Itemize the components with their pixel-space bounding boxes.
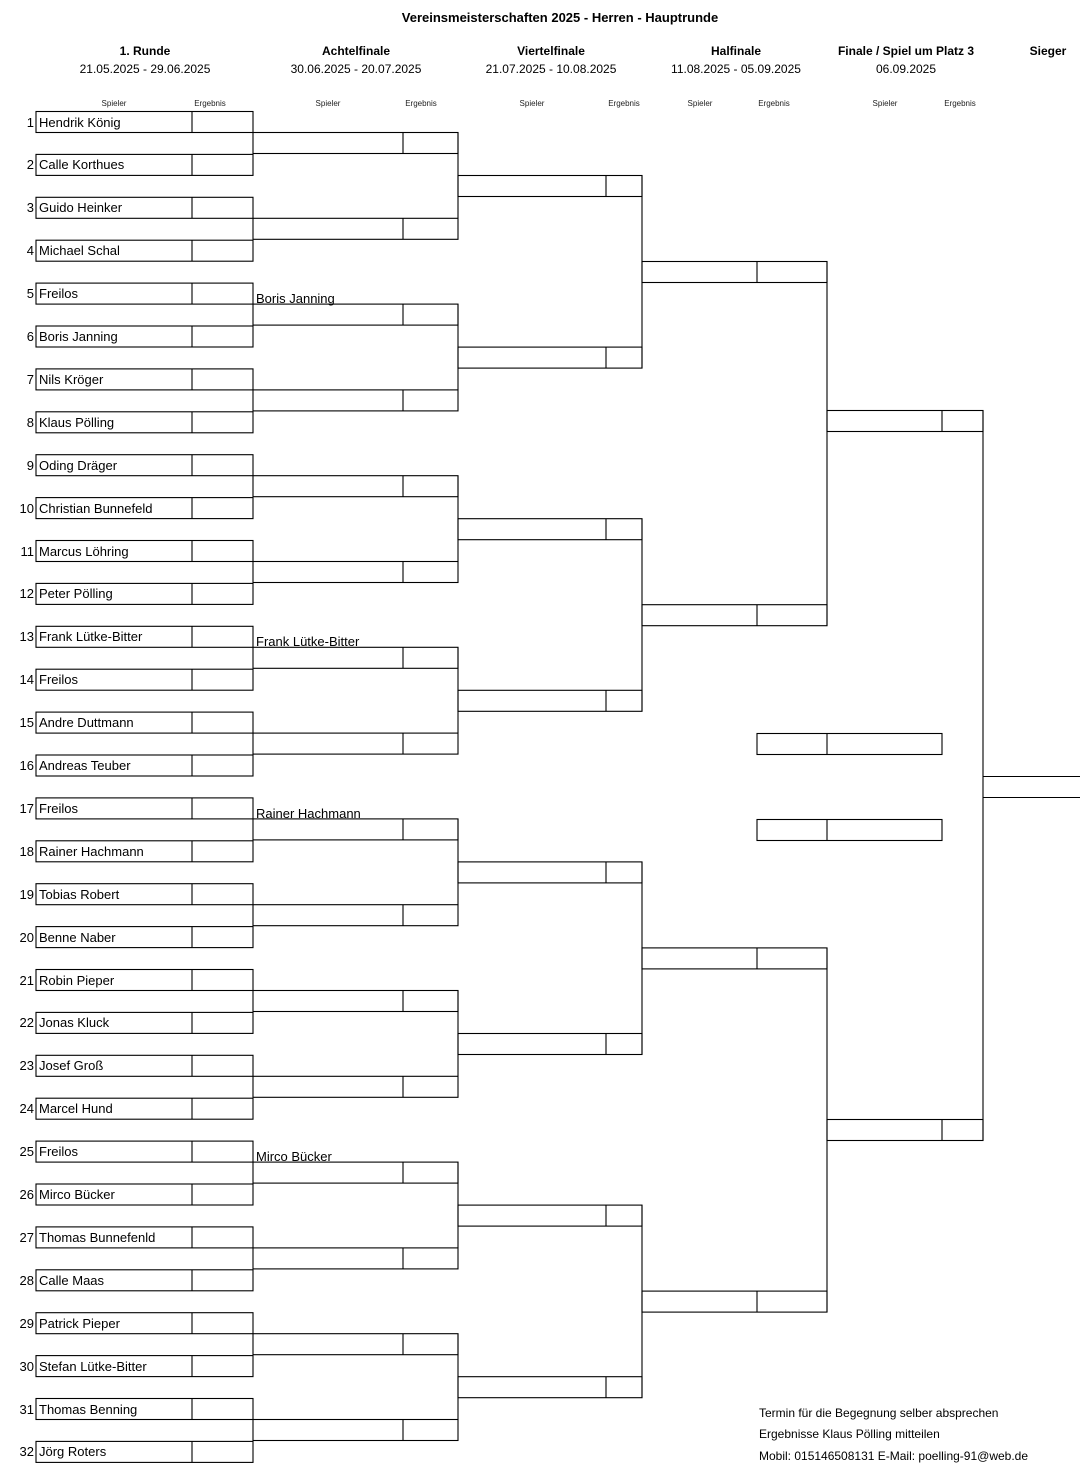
round-name-2: Achtelfinale [321, 44, 390, 58]
player-name: Andreas Teuber [39, 758, 131, 773]
player-seed: 13 [19, 629, 34, 645]
r16-slot-1-box [253, 133, 458, 154]
player-name: Nils Kröger [39, 371, 104, 387]
player-seed: 28 [19, 1272, 34, 1288]
sf-slot-3-box [642, 948, 827, 969]
col-label-player-r3: Spieler [519, 99, 545, 108]
player-name: Thomas Benning [39, 1401, 138, 1417]
player-name: Josef Groß [39, 1058, 104, 1074]
r16-slot-2-box [253, 218, 458, 239]
col-label-player-r5: Spieler [872, 99, 898, 108]
player-name: Freilos [39, 800, 79, 816]
player-seed: 12 [19, 586, 34, 602]
r16-slot-14-box [253, 1248, 458, 1269]
player-seed: 31 [19, 1401, 34, 1417]
player-seed: 4 [26, 243, 34, 259]
col-label-player-r2: Spieler [315, 99, 341, 108]
player-name: Andre Duttmann [39, 715, 134, 731]
qf-slot-1-box [458, 176, 642, 197]
player-seed: 7 [26, 371, 34, 387]
player-name: Calle Korthues [39, 157, 125, 173]
sf-slot-1-box [642, 262, 827, 283]
page-title: Vereinsmeisterschaften 2025 - Herren - Hauptrunde [401, 10, 719, 25]
player-seed: 5 [26, 286, 34, 302]
player-seed: 22 [19, 1015, 34, 1031]
player-name: Freilos [39, 1144, 79, 1160]
round-dates-3: 21.07.2025 - 10.08.2025 [485, 62, 617, 76]
r16-slot-8-box [253, 733, 458, 754]
player-name: Robin Pieper [39, 972, 115, 988]
player-name: Benne Naber [39, 929, 116, 945]
player-name: Boris Janning [39, 329, 118, 344]
player-name: Stefan Lütke-Bitter [39, 1358, 147, 1374]
player-seed: 16 [19, 758, 34, 773]
player-seed: 30 [19, 1358, 34, 1374]
player-name: Mirco Bücker [39, 1187, 115, 1202]
final-slot-2-box [827, 1120, 983, 1141]
col-label-result-r5: Ergebnis [944, 99, 976, 108]
r16-slot-6-box [253, 562, 458, 583]
r16-slot-7-box [253, 647, 458, 668]
r16-player-name: Rainer Hachmann [256, 805, 361, 821]
third-place-slot-2-box [757, 820, 942, 841]
player-name: Patrick Pieper [39, 1315, 120, 1331]
qf-slot-4-box [458, 690, 642, 711]
player-seed: 26 [19, 1187, 34, 1202]
round-name-3: Viertelfinale [517, 44, 585, 58]
player-seed: 21 [19, 972, 34, 988]
notice-line-3: Mobil: 015146508131 E-Mail: poelling-91@web.de [759, 1449, 1029, 1463]
round-dates-4: 11.08.2025 - 05.09.2025 [671, 62, 801, 76]
r16-player-name: Frank Lütke-Bitter [256, 634, 360, 650]
qf-slot-2-box [458, 347, 642, 368]
player-name: Klaus Pölling [39, 414, 115, 430]
player-name: Hendrik König [39, 114, 121, 130]
player-name: Peter Pölling [39, 586, 113, 602]
player-seed: 23 [19, 1058, 34, 1074]
player-seed: 27 [19, 1229, 34, 1245]
r16-slot-9-box [253, 819, 458, 840]
player-name: Jörg Roters [39, 1444, 107, 1460]
col-label-result-r1: Ergebnis [194, 99, 226, 108]
r16-slot-15-box [253, 1334, 458, 1355]
col-label-player-r1: Spieler [101, 99, 127, 108]
qf-slot-6-box [458, 1034, 642, 1055]
player-seed: 11 [20, 543, 34, 559]
player-seed: 20 [19, 929, 34, 945]
sf-slot-4-box [642, 1291, 827, 1312]
player-seed: 29 [19, 1315, 34, 1331]
player-seed: 19 [19, 886, 34, 902]
final-slot-1-box [827, 411, 983, 432]
notice-line-2: Ergebnisse Klaus Pölling mitteilen [759, 1427, 940, 1441]
player-seed: 10 [19, 500, 34, 516]
player-seed: 9 [26, 457, 34, 473]
player-name: Frank Lütke-Bitter [39, 629, 143, 645]
player-name: Oding Dräger [39, 457, 118, 473]
sf-slot-2-box [642, 605, 827, 626]
col-label-result-r4: Ergebnis [758, 99, 790, 108]
player-seed: 3 [26, 200, 34, 216]
r16-player-name: Boris Janning [256, 291, 335, 307]
qf-slot-8-box [458, 1377, 642, 1398]
r16-slot-3-box [253, 304, 458, 325]
r16-slot-11-box [253, 991, 458, 1012]
qf-slot-5-box [458, 862, 642, 883]
third-place-slot-1-box [757, 734, 942, 755]
round-dates-1: 21.05.2025 - 29.06.2025 [79, 62, 211, 76]
player-seed: 17 [19, 800, 34, 816]
player-name: Marcus Löhring [39, 543, 129, 559]
r16-slot-13-box [253, 1162, 458, 1183]
player-name: Freilos [39, 672, 79, 688]
player-seed: 2 [26, 157, 34, 173]
qf-slot-3-box [458, 519, 642, 540]
player-name: Calle Maas [39, 1272, 105, 1288]
r16-slot-10-box [253, 905, 458, 926]
r16-slot-5-box [253, 476, 458, 497]
player-seed: 15 [19, 715, 34, 731]
round-name-6: Sieger [1029, 44, 1067, 58]
player-seed: 1 [26, 114, 34, 130]
player-seed: 32 [19, 1444, 34, 1460]
player-name: Freilos [39, 286, 79, 302]
round-name-4: Halfinale [710, 44, 761, 58]
r16-player-name: Mirco Bücker [256, 1149, 332, 1165]
round-dates-5: 06.09.2025 [875, 62, 937, 76]
col-label-player-r4: Spieler [687, 99, 713, 108]
player-seed: 25 [19, 1144, 34, 1160]
player-seed: 24 [19, 1101, 34, 1117]
round-dates-2: 30.06.2025 - 20.07.2025 [290, 62, 422, 76]
player-name: Rainer Hachmann [39, 843, 144, 859]
round-name-5: Finale / Spiel um Platz 3 [837, 44, 975, 58]
player-seed: 18 [19, 843, 34, 859]
player-name: Marcel Hund [39, 1101, 113, 1117]
player-seed: 6 [26, 329, 34, 344]
r16-slot-12-box [253, 1076, 458, 1097]
r16-slot-4-box [253, 390, 458, 411]
player-name: Tobias Robert [39, 886, 120, 902]
col-label-result-r3: Ergebnis [608, 99, 640, 108]
player-name: Thomas Bunnefenld [39, 1229, 156, 1245]
round-name-1: 1. Runde [119, 44, 171, 58]
player-seed: 14 [19, 672, 34, 688]
player-name: Christian Bunnefeld [39, 500, 153, 516]
player-name: Michael Schal [39, 243, 120, 259]
player-seed: 8 [26, 414, 34, 430]
col-label-result-r2: Ergebnis [405, 99, 437, 108]
player-name: Jonas Kluck [39, 1015, 110, 1031]
notice-line-1: Termin für die Begegnung selber absprechen [759, 1406, 999, 1420]
qf-slot-7-box [458, 1205, 642, 1226]
player-name: Guido Heinker [39, 200, 123, 216]
r16-slot-16-box [253, 1420, 458, 1441]
